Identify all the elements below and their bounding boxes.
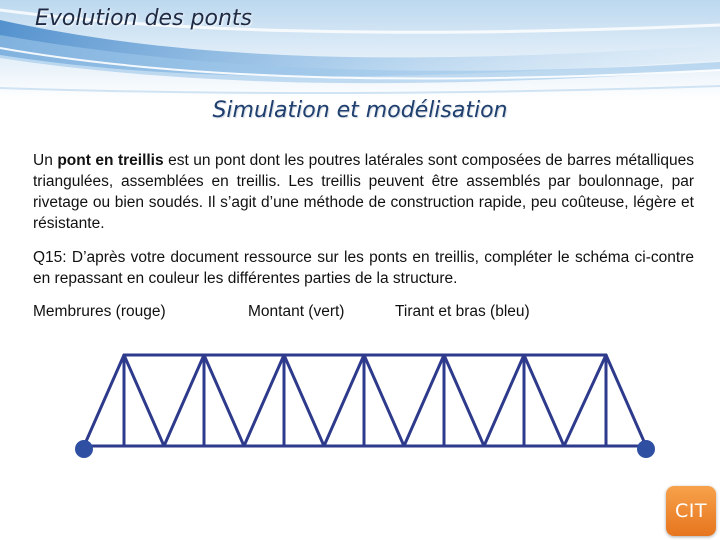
- intro-prefix: Un: [33, 152, 58, 169]
- diagonal-bar: [204, 355, 244, 446]
- diagonal-bar: [484, 355, 524, 446]
- diagonal-bar: [164, 355, 204, 446]
- diagonal-bar: [364, 355, 404, 446]
- truss-structure: [84, 355, 646, 446]
- section-title: Simulation et modélisation: [212, 98, 508, 123]
- diagonal-bar: [404, 355, 444, 446]
- truss-bridge-diagram: [0, 340, 720, 470]
- diagonal-bar: [324, 355, 364, 446]
- cit-logo: [666, 486, 716, 536]
- left-end-post: [84, 355, 124, 446]
- intro-paragraph: [33, 150, 694, 234]
- legend-post: Montant (vert): [248, 303, 345, 320]
- legend-members: Membrures (rouge): [33, 303, 166, 320]
- question-paragraph: Q15: D’après votre document ressource sur les ponts en treillis, compléter le schéma ci-contre en repassant en couleur les différentes parties de la structure.: [33, 249, 694, 287]
- intro-bold-term: pont en treillis: [57, 152, 164, 169]
- intro-rest: est un pont dont les poutres latérales sont composées de barres métalliques triangulées, assemblées en treillis. Les treillis peuvent être assemblés par boulonnage, par rivetage ou bien soudés. Il s’agit d’une méthode de construction rapide, peu coûteuse, légère et résistante.: [33, 152, 694, 232]
- right-end-post: [606, 355, 646, 446]
- diagonal-bar: [124, 355, 164, 446]
- diagonal-bar: [284, 355, 324, 446]
- diagonal-bar: [444, 355, 484, 446]
- diagonal-bar: [244, 355, 284, 446]
- diagonal-bar: [564, 355, 606, 446]
- slide-title: Evolution des ponts: [35, 6, 252, 31]
- right-support: [637, 440, 655, 458]
- cit-logo-text: CIT: [675, 500, 707, 522]
- left-support: [75, 440, 93, 458]
- diagonal-bar: [524, 355, 564, 446]
- legend-ties: Tirant et bras (bleu): [395, 303, 530, 320]
